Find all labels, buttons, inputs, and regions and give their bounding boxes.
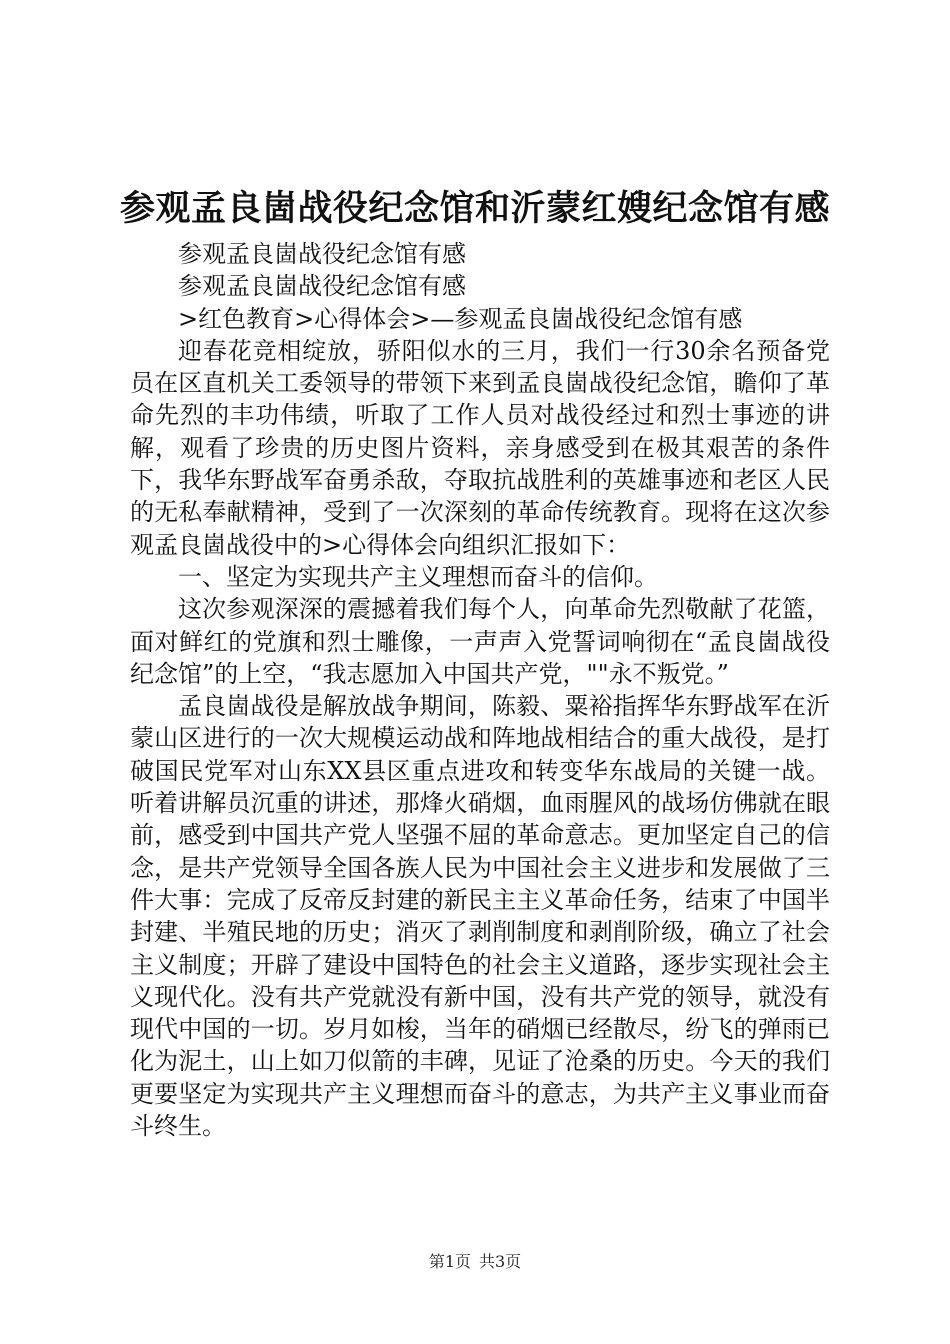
subtitle-line: 参观孟良崮战役纪念馆有感 xyxy=(178,272,466,301)
body-paragraph: 这次参观深深的震撼着我们每个人，向革命先烈敬献了花篮，面对鲜红的党旗和烈士雕像，一声声入党誓词响彻在“孟良崮战役纪念馆”的上空，“我志愿加入中国共产党，""永不叛党。” xyxy=(130,595,830,688)
page-footer xyxy=(0,1250,950,1274)
body-paragraph: 迎春花竞相绽放，骄阳似水的三月，我们一行30余名预备党员在区直机关工委领导的带领下来到孟良崮战役纪念馆，瞻仰了革命先烈的丰功伟绩，听取了工作人员对战役经过和烈士事迹的讲解，观看了珍贵的历史图片资料，亲身感受到在极其艰苦的条件下，我华东野战军奋勇杀敌，夺取抗战胜利的英雄事迹和老区人民的无私奉献精神，受到了一次深刻的革命传统教育。现将在这次参观孟良崮战役中的>心得体会向组织汇报如下： xyxy=(130,336,830,559)
body-paragraph: 孟良崮战役是解放战争期间，陈毅、粟裕指挥华东野战军在沂蒙山区进行的一次大规模运动战和阵地战相结合的重大战役，是打破国民党军对山东XX县区重点进攻和转变华东战局的关键一战。听着讲解员沉重的讲述，那烽火硝烟，血雨腥风的战场仿佛就在眼前，感受到中国共产党人坚强不屈的革命意志。更加坚定自己的信念，是共产党领导全国各族人民为中国社会主义进步和发展做了三件大事：完成了反帝反封建的新民主主义革命任务，结束了中国半封建、半殖民地的历史；消灭了剥削制度和剥削阶级，确立了社会主义制度；开辟了建设中国特色的社会主义道路，逐步实现社会主义现代化。没有共产党就没有新中国，没有共产党的领导，就没有现代中国的一切。岁月如梭，当年的硝烟已经散尽，纷飞的弹雨已化为泥土，山上如刀似箭的丰碑，见证了沧桑的历史。今天的我们更要坚定为实现共产主义理想而奋斗的意志，为共产主义事业而奋斗终生。 xyxy=(130,692,830,1141)
document-body xyxy=(130,238,830,1142)
page-number: 第1页 xyxy=(428,1252,471,1271)
document-title: 参观孟良崮战役纪念馆和沂蒙红嫂纪念馆有感 xyxy=(119,188,830,229)
section-heading: 一、坚定为实现共产主义理想而奋斗的信仰。 xyxy=(178,562,658,591)
page-count: 共3页 xyxy=(479,1252,522,1271)
category-breadcrumb: >红色教育>心得体会>—参观孟良崮战役纪念馆有感 xyxy=(178,304,743,333)
subtitle-line: 参观孟良崮战役纪念馆有感 xyxy=(178,240,466,268)
